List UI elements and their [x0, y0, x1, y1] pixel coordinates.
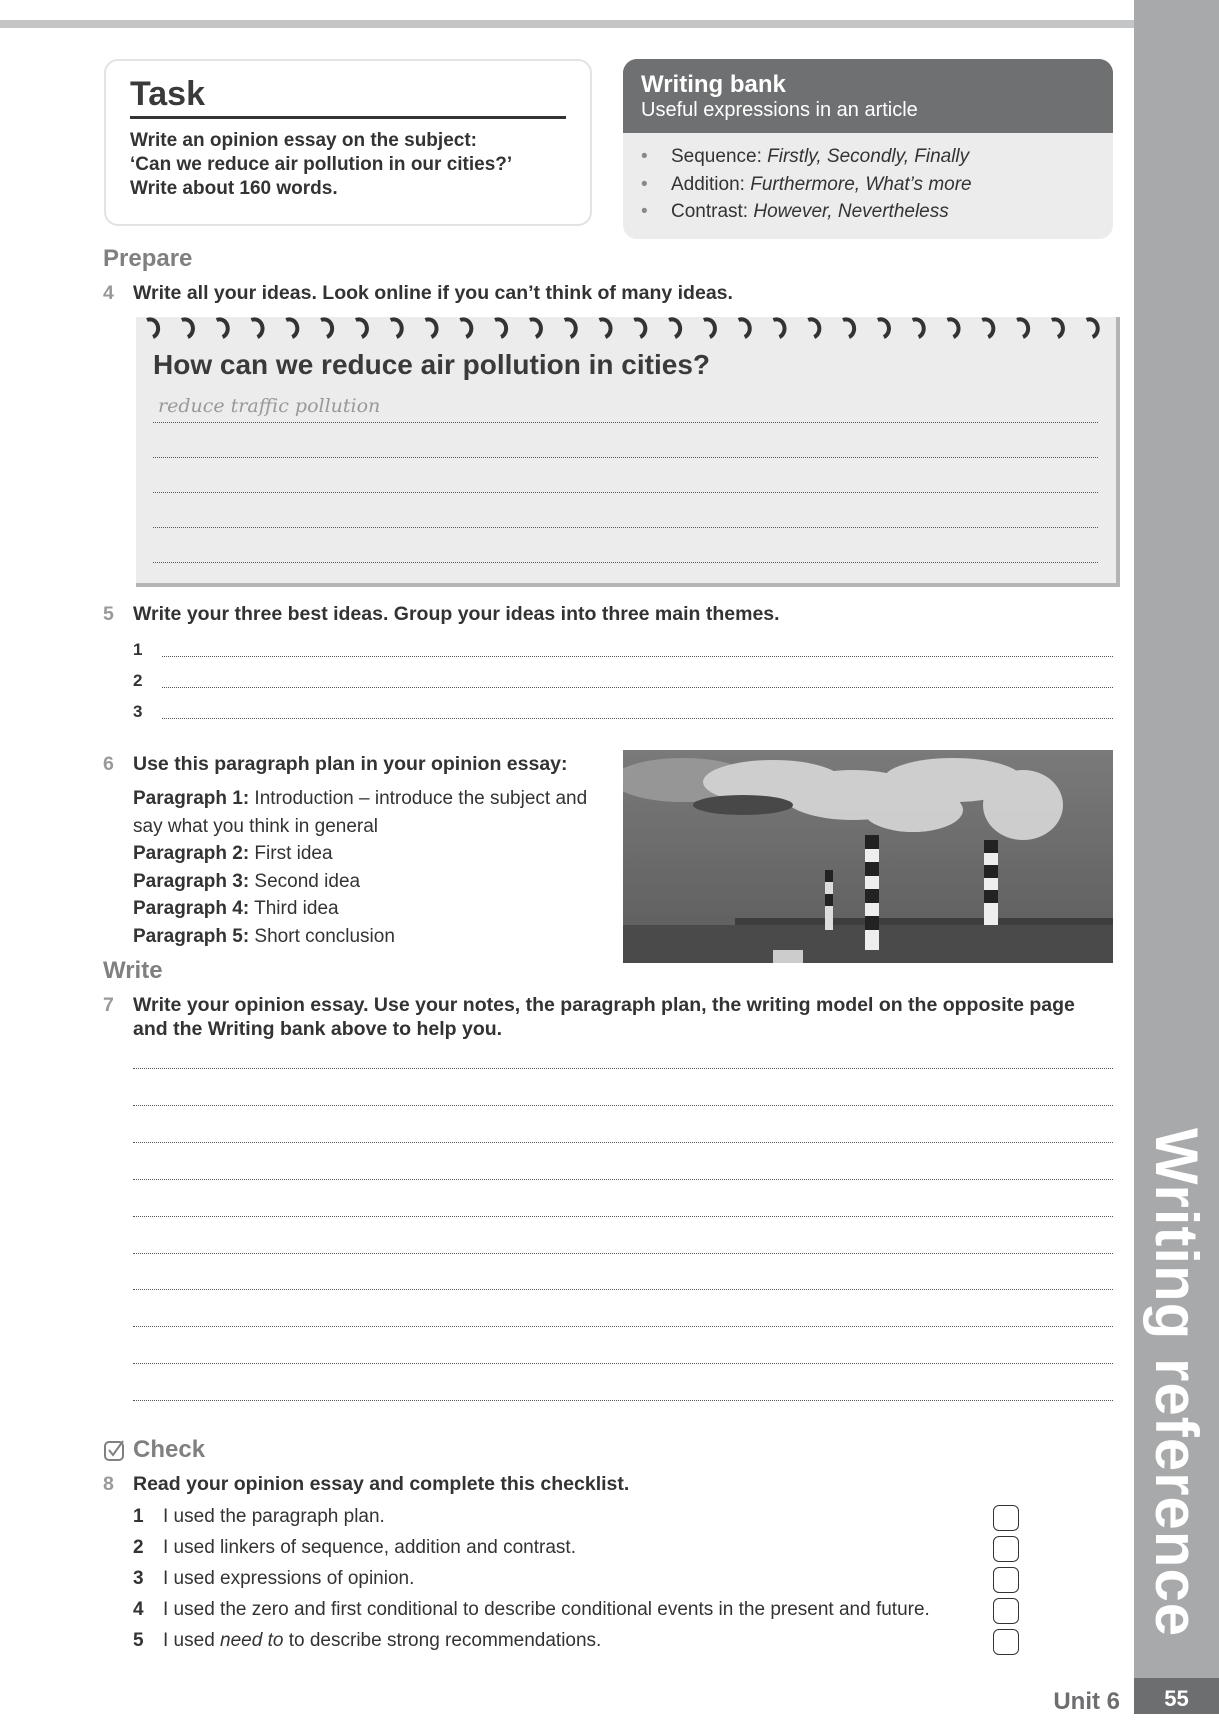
writing-bank-title: Writing bank	[641, 71, 786, 98]
idea-number: 1	[133, 640, 143, 659]
unit-label: Unit 6	[1053, 1688, 1120, 1715]
bank-item: • Sequence: Firstly, Secondly, Finally	[641, 143, 1095, 171]
checklist-checkbox[interactable]	[993, 1629, 1019, 1655]
page-number: 55	[1134, 1678, 1219, 1714]
checklist-item: 3 I used expressions of opinion.	[133, 1568, 415, 1589]
essay-line[interactable]	[133, 1179, 1113, 1180]
essay-line[interactable]	[133, 1363, 1113, 1364]
checklist-item: 2 I used linkers of sequence, addition and contrast.	[133, 1537, 576, 1558]
answer-line[interactable]	[153, 492, 1098, 493]
checklist-checkbox[interactable]	[993, 1536, 1019, 1562]
checkbox-tick-icon	[103, 1438, 127, 1462]
spiral-ring	[1017, 319, 1028, 337]
question-4: 4 Write all your ideas. Look online if you can’t think of many ideas.	[103, 282, 733, 304]
checklist-checkbox[interactable]	[993, 1505, 1019, 1531]
spiral-ring	[808, 319, 819, 337]
spiral-ring	[739, 319, 750, 337]
spiral-ring	[356, 319, 367, 337]
essay-line[interactable]	[133, 1253, 1113, 1254]
spiral-ring	[530, 319, 541, 337]
essay-line[interactable]	[133, 1105, 1113, 1106]
spiral-ring	[773, 319, 784, 337]
write-heading: Write	[103, 957, 163, 984]
writing-bank	[623, 59, 1113, 239]
spiral-ring	[321, 319, 332, 337]
spiral-ring	[704, 319, 715, 337]
plan-item: Paragraph 1: Introduction – introduce the subject and say what you think in general	[133, 788, 588, 837]
spiral-ring	[565, 319, 576, 337]
essay-line[interactable]	[133, 1216, 1113, 1217]
spiral-ring	[251, 319, 262, 337]
task-title: Task	[130, 75, 566, 119]
idea-line[interactable]	[162, 718, 1113, 719]
task-box	[104, 59, 592, 226]
spiral-ring	[217, 319, 228, 337]
plan-item: Paragraph 3: Second idea	[133, 870, 361, 892]
prepare-heading: Prepare	[103, 245, 193, 272]
spiral-ring	[878, 319, 889, 337]
notebook-title: How can we reduce air pollution in cities?	[153, 349, 710, 380]
spiral-ring	[425, 319, 436, 337]
spiral-ring	[947, 319, 958, 337]
spiral-binding-icon	[140, 310, 1110, 346]
factory-smoke-photo	[623, 750, 1113, 963]
answer-line[interactable]	[153, 422, 1098, 423]
spiral-ring	[495, 319, 506, 337]
spiral-ring	[286, 319, 297, 337]
question-8: 8 Read your opinion essay and complete this checklist.	[103, 1473, 630, 1495]
spiral-ring	[1087, 319, 1098, 337]
checklist-item: 1 I used the paragraph plan.	[133, 1506, 385, 1527]
essay-line[interactable]	[133, 1326, 1113, 1327]
sidebar-title: Writing reference	[1143, 1127, 1210, 1638]
task-line: Write an opinion essay on the subject:	[130, 130, 477, 151]
spiral-ring	[391, 319, 402, 337]
checklist-checkbox[interactable]	[993, 1598, 1019, 1624]
spiral-ring	[913, 319, 924, 337]
idea-line[interactable]	[162, 687, 1113, 688]
answer-line[interactable]	[153, 562, 1098, 563]
spiral-ring	[182, 319, 193, 337]
question-7: 7 Write your opinion essay. Use your notes, the paragraph plan, the writing model on the opposite page and the Writing bank above to help you.	[103, 994, 1075, 1040]
idea-line[interactable]	[162, 656, 1113, 657]
example-answer: reduce traffic pollution	[158, 395, 381, 417]
writing-bank-subtitle: Useful expressions in an article	[641, 99, 918, 121]
question-5: 5 Write your three best ideas. Group your ideas into three main themes.	[103, 603, 780, 625]
essay-line[interactable]	[133, 1068, 1113, 1069]
question-6: 6 Use this paragraph plan in your opinion essay:	[103, 753, 568, 775]
checklist-item: 4 I used the zero and first conditional to describe conditional events in the present and future.	[133, 1599, 930, 1620]
essay-line[interactable]	[133, 1289, 1113, 1290]
idea-number: 3	[133, 702, 143, 721]
spiral-ring	[460, 319, 471, 337]
essay-line[interactable]	[133, 1142, 1113, 1143]
checklist-item: 5 I used need to to describe strong recommendations.	[133, 1630, 602, 1651]
idea-number: 2	[133, 671, 143, 690]
task-line: Write about 160 words.	[130, 178, 338, 199]
plan-item: Paragraph 4: Third idea	[133, 898, 339, 919]
spiral-ring	[634, 319, 645, 337]
task-line: ‘Can we reduce air pollution in our cities?’	[130, 154, 513, 175]
essay-line[interactable]	[133, 1400, 1113, 1401]
top-bar	[0, 20, 1134, 28]
spiral-ring	[669, 319, 680, 337]
spiral-ring	[599, 319, 610, 337]
answer-line[interactable]	[153, 457, 1098, 458]
bank-item: • Addition: Furthermore, What’s more	[641, 171, 1095, 199]
plan-item: Paragraph 5: Short conclusion	[133, 925, 395, 947]
answer-line[interactable]	[153, 527, 1098, 528]
spiral-ring	[843, 319, 854, 337]
spiral-ring	[982, 319, 993, 337]
check-heading: Check	[103, 1436, 205, 1464]
spiral-ring	[1052, 319, 1063, 337]
plan-item: Paragraph 2: First idea	[133, 843, 333, 864]
checklist-checkbox[interactable]	[993, 1567, 1019, 1593]
paragraph-plan	[133, 785, 593, 950]
notebook	[136, 317, 1120, 587]
spiral-ring	[147, 319, 158, 337]
bank-item: • Contrast: However, Nevertheless	[641, 198, 1095, 226]
